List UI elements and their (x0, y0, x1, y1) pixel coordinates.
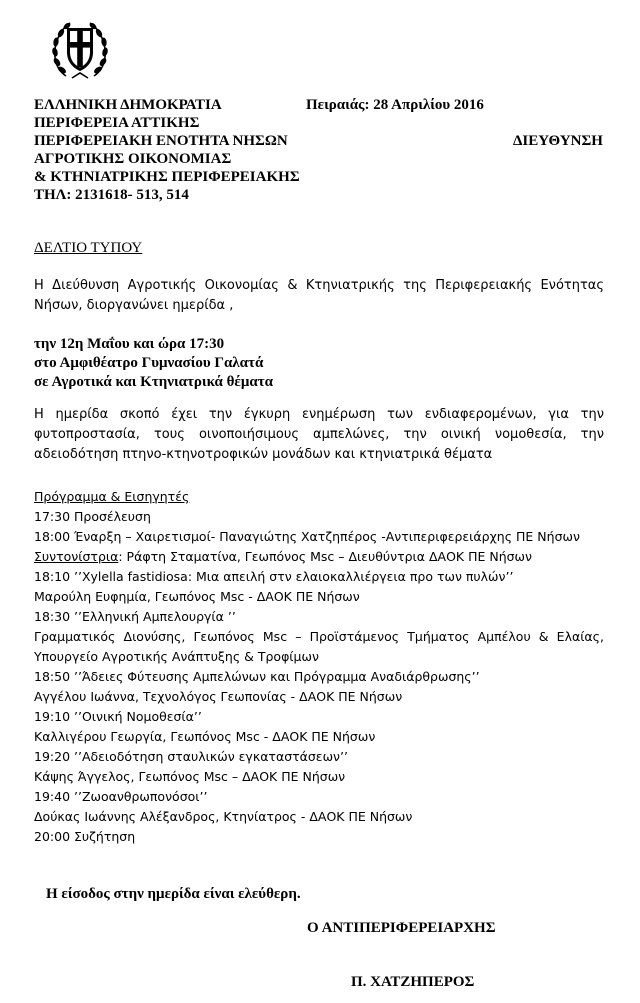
program-row: 19:10 ’’Οινική Νομοθεσία’’ (34, 709, 202, 724)
event-details (34, 335, 273, 392)
program-row: Αγγέλου Ιωάννα, Τεχνολόγος Γεωπονίας - ΔΑΟΚ ΠΕ Νήσων (34, 689, 403, 704)
program-row: 18:00 Έναρξη – Χαιρετισμοί- Παναγιώτης Χατζηπέρος -Αντιπεριφερειάρχης ΠΕ Νήσων (34, 529, 580, 544)
program-row: 19:40 ’’Ζωοανθρωπονόσοι’’ (34, 789, 208, 804)
program-row: 17:30 Προσέλευση (34, 509, 151, 524)
program-row: 18:10 ’’Xylella fastidiosa: Μια απειλή στν ελαιοκαλλιέργεια προ των πυλών’’ (34, 569, 514, 584)
program-row: 20:00 Συζήτηση (34, 829, 136, 844)
program-list (34, 487, 604, 847)
coordinator-text: : Ράφτη Σταματίνα, Γεωπόνος Msc – Διευθύντρια ΔΑΟΚ ΠΕ Νήσων (118, 549, 533, 564)
signature-name: Π. ΧΑΤΖΗΠΕΡΟΣ (351, 974, 475, 990)
coordinator-label: Συντονίστρια (34, 549, 119, 564)
header-line-vet: & ΚΤΗΝΙΑΤΡΙΚΗΣ ΠΕΡΙΦΕΡΕΙΑΚΗΣ (34, 169, 300, 185)
program-row: 19:20 ’’Αδειοδότηση σταυλικών εγκαταστάσεων’’ (34, 749, 348, 764)
program-row: Καλλιγέρου Γεωργία, Γεωπόνος Msc - ΔΑΟΚ ΠΕ Νήσων (34, 729, 376, 744)
header-line-region: ΠΕΡΙΦΕΡΕΙΑ ΑΤΤΙΚΗΣ (34, 115, 200, 131)
intro-paragraph: Η Διεύθυνση Αγροτικής Οικονομίας & Κτηνιατρικής της Περιφερειακής Ενότητας Νήσων, διοργανώνει ημερίδα , (34, 278, 604, 313)
program-coordinator (34, 547, 604, 567)
program-row: Κάψης Άγγελος, Γεωπόνος Msc – ΔΑΟΚ ΠΕ Νήσων (34, 769, 346, 784)
program-row: Γραμματικός Διονύσης, Γεωπόνος Msc – Προϊστάμενος Τμήματος Αμπέλου & Ελαίας, Υπουργείο Αγροτικής Ανάπτυξης & Τροφίμων (34, 629, 604, 664)
header-line-phone: ΤΗΛ: 2131618- 513, 514 (34, 187, 189, 203)
free-entry-note: Η είσοδος στην ημερίδα είναι ελεύθερη. (46, 886, 301, 902)
header-line-unit: ΠΕΡΙΦΕΡΕΙΑΚΗ ΕΝΟΤΗΤΑ ΝΗΣΩΝ (34, 133, 288, 149)
program-row: Μαρούλη Ευφημία, Γεωπόνος Msc - ΔΑΟΚ ΠΕ Νήσων (34, 589, 360, 604)
event-when: την 12η Μαΐου και ώρα 17:30 (34, 336, 225, 352)
event-where: στο Αμφιθέατρο Γυμνασίου Γαλατά (34, 355, 264, 371)
program-row: 18:50 ’’Άδειες Φύτευσης Αμπελώνων και Πρόγραμμα Αναδιάρθρωσης’’ (34, 669, 480, 684)
greek-coat-of-arms-icon (50, 18, 110, 82)
program-row: Δούκας Ιωάννης Αλέξανδρος, Κτηνίατρος - ΔΑΟΚ ΠΕ Νήσων (34, 809, 413, 824)
event-topic: σε Αγροτικά και Κτηνιατρικά θέματα (34, 374, 274, 390)
header-line-agri: ΑΓΡΟΤΙΚΗΣ ΟΙΚΟΝΟΜΙΑΣ (34, 151, 232, 167)
purpose-paragraph: Η ημερίδα σκοπό έχει την έγκυρη ενημέρωση των ενδιαφερομένων, για την φυτοπροστασία, τους οινοποιήσιμους αμπελώνες, την οινική νομοθεσία, την αδειοδότηση πτηνο-κτηνοτροφικών μονάδων και κτηνιατρικά θέματα (34, 407, 604, 462)
program-heading: Πρόγραμμα & Εισηγητές (34, 489, 190, 504)
program-row: 18:30 ’’Ελληνική Αμπελουργία ’’ (34, 609, 236, 624)
header-line-republic: ΕΛΛΗΝΙΚΗ ΔΗΜΟΚΡΑΤΙΑ (34, 97, 222, 113)
press-release-title: ΔΕΛΤΙΟ ΤΥΠΟΥ (34, 240, 143, 256)
signature-role: Ο ΑΝΤΙΠΕΡΙΦΕΡΕΙΑΡΧΗΣ (307, 920, 496, 936)
header-date: Πειραιάς: 28 Απριλίου 2016 (306, 97, 484, 113)
header-directorate: ΔΙΕΥΘΥΝΣΗ (513, 133, 603, 149)
